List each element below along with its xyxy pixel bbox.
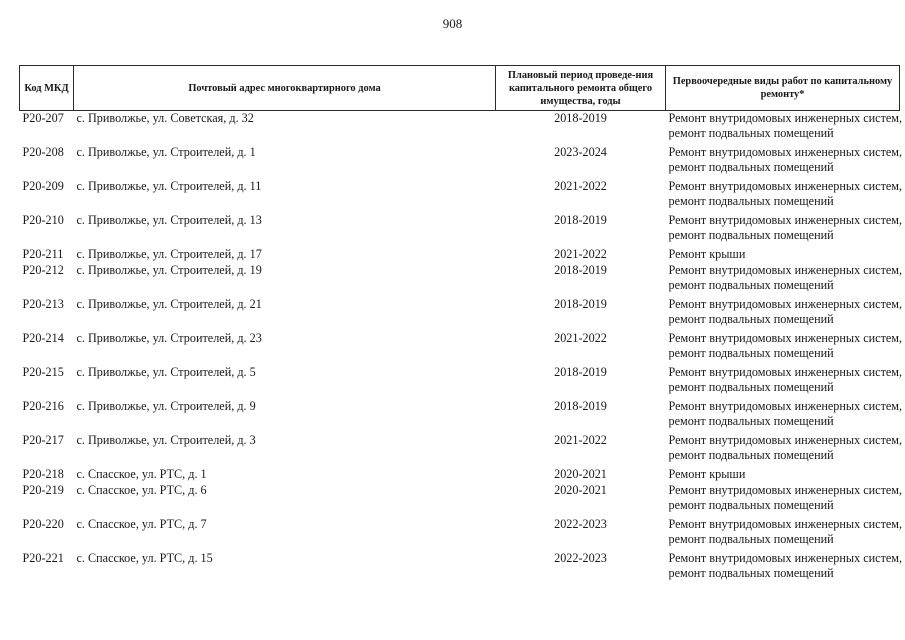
work-line: ремонт подвальных помещений xyxy=(668,447,834,462)
work-line: ремонт подвальных помещений xyxy=(668,311,834,326)
planned-period: 2018-2019 xyxy=(554,296,607,311)
table-row xyxy=(20,365,900,399)
work-line: Ремонт внутридомовых инженерных систем, xyxy=(668,516,903,531)
planned-period: 2018-2019 xyxy=(554,398,607,413)
header-works: Первоочередные виды работ по капитальному ремонту* xyxy=(666,66,900,111)
postal-address: с. Спасское, ул. РТС, д. 1 xyxy=(76,466,207,481)
priority-works xyxy=(666,144,903,179)
table-row xyxy=(20,433,900,467)
priority-works xyxy=(666,262,903,297)
planned-period: 2018-2019 xyxy=(554,111,607,125)
priority-works xyxy=(666,212,903,247)
work-line: Ремонт внутридомовых инженерных систем, xyxy=(668,398,903,413)
mkd-code: Р20-207 xyxy=(22,111,64,125)
planned-period: 2023-2024 xyxy=(554,144,607,159)
planned-period: 2018-2019 xyxy=(554,212,607,227)
page-number: 908 xyxy=(442,16,463,31)
work-line: Ремонт внутридомовых инженерных систем, xyxy=(668,262,903,277)
mkd-code: Р20-220 xyxy=(22,516,64,531)
work-line: Ремонт внутридомовых инженерных систем, xyxy=(668,550,903,565)
table-row xyxy=(20,213,900,247)
work-line: Ремонт внутридомовых инженерных систем, xyxy=(668,111,903,125)
postal-address: с. Приволжье, ул. Строителей, д. 5 xyxy=(76,364,256,379)
mkd-code: Р20-208 xyxy=(22,144,64,159)
work-line: ремонт подвальных помещений xyxy=(668,159,834,174)
mkd-code: Р20-214 xyxy=(22,330,64,345)
table-row xyxy=(20,399,900,433)
work-line: ремонт подвальных помещений xyxy=(668,565,834,580)
priority-works xyxy=(666,247,900,263)
postal-address: с. Спасское, ул. РТС, д. 15 xyxy=(76,550,213,565)
work-line: ремонт подвальных помещений xyxy=(668,193,834,208)
table-row xyxy=(20,145,900,179)
postal-address: с. Приволжье, ул. Строителей, д. 13 xyxy=(76,212,262,227)
postal-address: с. Приволжье, ул. Строителей, д. 23 xyxy=(76,330,262,345)
work-line: Ремонт крыши xyxy=(668,466,746,481)
postal-address: с. Приволжье, ул. Строителей, д. 9 xyxy=(76,398,256,413)
postal-address: с. Приволжье, ул. Строителей, д. 21 xyxy=(76,296,262,311)
planned-period: 2018-2019 xyxy=(554,262,607,277)
work-line: ремонт подвальных помещений xyxy=(668,413,834,428)
header-address: Почтовый адрес многоквартирного дома xyxy=(74,66,496,111)
table-header xyxy=(20,66,900,111)
priority-works xyxy=(666,482,903,517)
work-line: Ремонт внутридомовых инженерных систем, xyxy=(668,364,903,379)
mkd-code: Р20-221 xyxy=(22,550,64,565)
planned-period: 2018-2019 xyxy=(554,364,607,379)
work-line: Ремонт внутридомовых инженерных систем, xyxy=(668,178,903,193)
postal-address: с. Приволжье, ул. Строителей, д. 17 xyxy=(76,246,262,261)
work-line: Ремонт внутридомовых инженерных систем, xyxy=(668,330,903,345)
work-line: Ремонт крыши xyxy=(668,246,746,261)
priority-works xyxy=(666,432,903,467)
postal-address: с. Приволжье, ул. Строителей, д. 19 xyxy=(76,262,262,277)
planned-period: 2020-2021 xyxy=(554,466,607,481)
postal-address: с. Приволжье, ул. Строителей, д. 11 xyxy=(76,178,262,193)
work-line: ремонт подвальных помещений xyxy=(668,345,834,360)
table-row xyxy=(20,483,900,517)
table-row xyxy=(20,331,900,365)
mkd-code: Р20-218 xyxy=(22,466,64,481)
table-row xyxy=(20,467,900,483)
priority-works xyxy=(666,516,903,551)
work-line: Ремонт внутридомовых инженерных систем, xyxy=(668,482,903,497)
planned-period: 2022-2023 xyxy=(554,550,607,565)
postal-address: с. Приволжье, ул. Строителей, д. 1 xyxy=(76,144,256,159)
work-line: Ремонт внутридомовых инженерных систем, xyxy=(668,432,903,447)
priority-works xyxy=(666,398,903,433)
planned-period: 2020-2021 xyxy=(554,482,607,497)
mkd-code: Р20-215 xyxy=(22,364,64,379)
work-line: ремонт подвальных помещений xyxy=(668,379,834,394)
mkd-code: Р20-211 xyxy=(22,246,64,261)
priority-works xyxy=(666,111,903,145)
mkd-code: Р20-217 xyxy=(22,432,64,447)
mkd-code: Р20-209 xyxy=(22,178,64,193)
priority-works xyxy=(666,364,903,399)
table-row xyxy=(20,551,900,585)
work-line: ремонт подвальных помещений xyxy=(668,497,834,512)
repair-schedule-table xyxy=(19,65,903,585)
mkd-code: Р20-216 xyxy=(22,398,64,413)
planned-period: 2021-2022 xyxy=(554,246,607,261)
work-line: ремонт подвальных помещений xyxy=(668,227,834,242)
header-code: Код МКД xyxy=(20,66,74,111)
work-line: Ремонт внутридомовых инженерных систем, xyxy=(668,212,903,227)
planned-period: 2021-2022 xyxy=(554,330,607,345)
priority-works xyxy=(666,550,903,585)
table-row xyxy=(20,179,900,213)
postal-address: с. Приволжье, ул. Советская, д. 32 xyxy=(76,111,254,125)
table-row xyxy=(20,111,900,145)
priority-works xyxy=(666,178,903,213)
postal-address: с. Спасское, ул. РТС, д. 7 xyxy=(76,516,207,531)
priority-works xyxy=(666,330,903,365)
header-period: Плановый период проведе-ния капитального ремонта общего имущества, годы xyxy=(496,66,666,111)
work-line: ремонт подвальных помещений xyxy=(668,531,834,546)
planned-period: 2021-2022 xyxy=(554,178,607,193)
work-line: Ремонт внутридомовых инженерных систем, xyxy=(668,144,903,159)
work-line: ремонт подвальных помещений xyxy=(668,277,834,292)
priority-works xyxy=(666,296,903,331)
mkd-code: Р20-212 xyxy=(22,262,64,277)
work-line: Ремонт внутридомовых инженерных систем, xyxy=(668,296,903,311)
priority-works xyxy=(666,467,900,483)
table-body xyxy=(20,111,903,585)
planned-period: 2021-2022 xyxy=(554,432,607,447)
work-line: ремонт подвальных помещений xyxy=(668,126,834,140)
planned-period: 2022-2023 xyxy=(554,516,607,531)
mkd-code: Р20-210 xyxy=(22,212,64,227)
table-row xyxy=(20,263,900,297)
table-row xyxy=(20,247,900,263)
table-row xyxy=(20,297,900,331)
table-row xyxy=(20,517,900,551)
postal-address: с. Приволжье, ул. Строителей, д. 3 xyxy=(76,432,256,447)
postal-address: с. Спасское, ул. РТС, д. 6 xyxy=(76,482,207,497)
mkd-code: Р20-213 xyxy=(22,296,64,311)
mkd-code: Р20-219 xyxy=(22,482,64,497)
